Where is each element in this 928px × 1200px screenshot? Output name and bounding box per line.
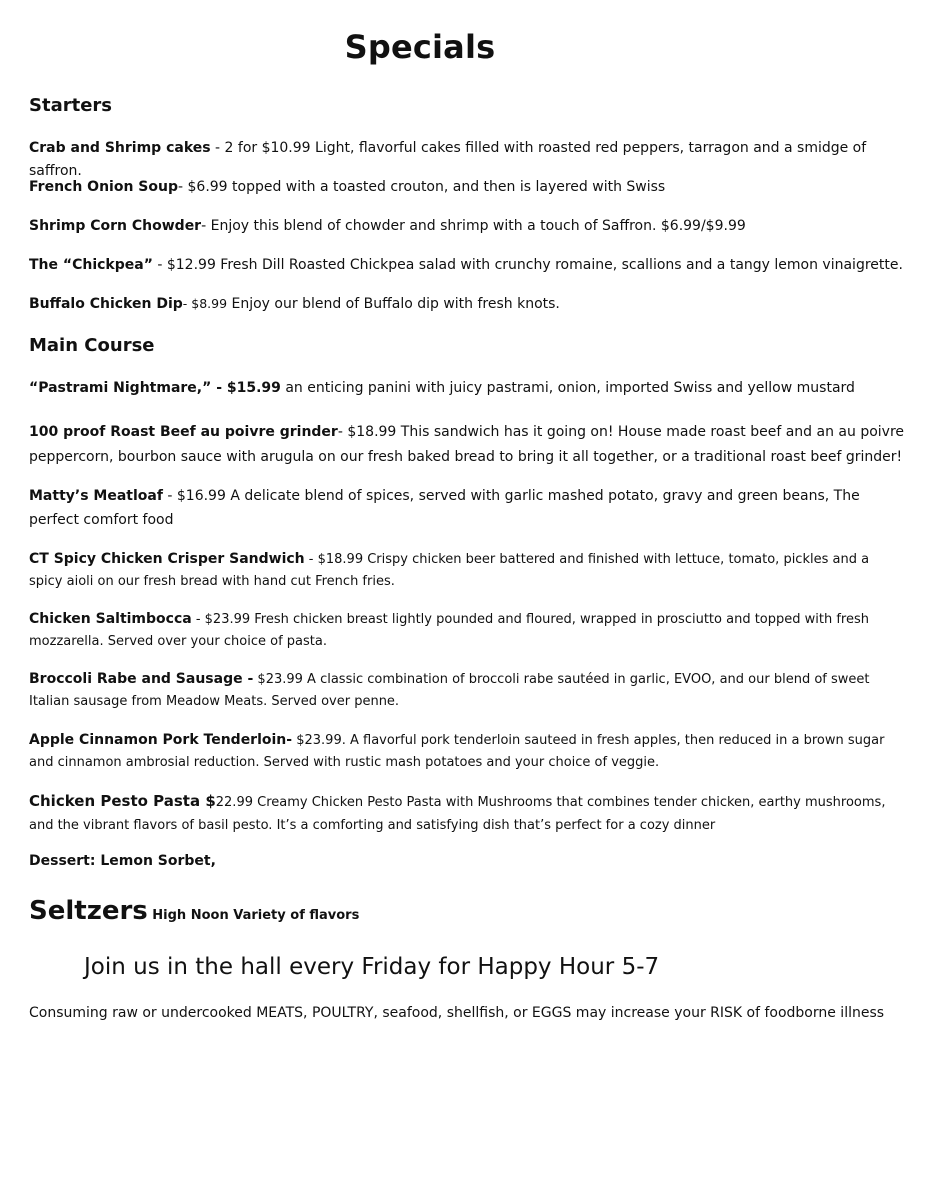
main-item xyxy=(29,608,904,653)
starter-item xyxy=(29,176,904,199)
item-name: Crab and Shrimp cakes xyxy=(29,140,211,156)
item-description: - $16.99 A delicate blend of spices, served with garlic mashed potato, gravy and green beans, The perfect comfort food xyxy=(29,488,860,528)
main-item xyxy=(29,484,904,532)
item-name: Apple Cinnamon Pork Tenderloin- xyxy=(29,732,293,748)
main-item xyxy=(29,729,904,774)
item-name: 100 proof Roast Beef au poivre grinder xyxy=(29,424,338,440)
item-description: - $23.99 Fresh chicken breast lightly pounded and floured, wrapped in prosciutto and topped with fresh mozzarella. Served over your choice of pasta. xyxy=(29,612,869,649)
item-description: - $18.99 Crispy chicken beer battered and finished with lettuce, tomato, pickles and a spicy aioli on our fresh bread with hand cut French fries. xyxy=(29,552,870,589)
food-safety-disclaimer: Consuming raw or undercooked MEATS, POULTRY, seafood, shellfish, or EGGS may increase your RISK of foodborne illness xyxy=(29,1005,885,1021)
starter-item xyxy=(29,254,904,277)
starter-item xyxy=(29,292,904,316)
item-name: CT Spicy Chicken Crisper Sandwich xyxy=(29,551,305,567)
item-name: The “Chickpea” xyxy=(29,257,153,273)
item-name: Buffalo Chicken Dip xyxy=(29,296,183,312)
seltzers-detail: High Noon Variety of flavors xyxy=(147,908,360,923)
item-name: Chicken Saltimbocca xyxy=(29,611,192,627)
item-name: Chicken Pesto Pasta $ xyxy=(29,792,216,810)
page-title: Specials xyxy=(344,28,496,66)
starter-item xyxy=(29,215,904,238)
item-description: - $12.99 Fresh Dill Roasted Chickpea salad with crunchy romaine, scallions and a tangy lemon vinaigrette. xyxy=(152,257,903,273)
seltzers-line xyxy=(29,896,359,926)
item-description: - Enjoy this blend of chowder and shrimp with a touch of Saffron. $6.99/$9.99 xyxy=(201,218,746,234)
main-item xyxy=(29,548,904,593)
item-description: - $18.99 This sandwich has it going on! House made roast beef and an au poivre peppercorn, bourbon sauce with arugula on our fresh baked bread to bring it all together, or a traditional roast beef grinder! xyxy=(29,424,905,465)
item-description: - 2 for $10.99 Light, flavorful cakes filled with roasted red peppers, tarragon and a smidge of saffron. xyxy=(29,140,867,179)
item-name: Broccoli Rabe and Sausage - xyxy=(29,671,254,687)
main-item xyxy=(29,790,904,837)
item-name: Shrimp Corn Chowder xyxy=(29,218,202,234)
item-price: - $8.99 xyxy=(182,296,228,311)
item-description: $23.99. A flavorful pork tenderloin sauteed in fresh apples, then reduced in a brown sugar and cinnamon ambrosial reduction. Served with rustic mash potatoes and your choice of veggie. xyxy=(29,733,885,770)
item-name: Matty’s Meatloaf xyxy=(29,488,163,504)
item-description: an enticing panini with juicy pastrami, onion, imported Swiss and yellow mustard xyxy=(280,380,855,396)
item-description: 22.99 Creamy Chicken Pesto Pasta with Mushrooms that combines tender chicken, earthy mushrooms, and the vibrant flavors of basil pesto. It’s a comforting and satisfying dish that’s perfect for a cozy dinner xyxy=(29,795,886,833)
item-name: French Onion Soup xyxy=(29,179,178,195)
starters-heading: Starters xyxy=(29,95,112,116)
item-description: Enjoy our blend of Buffalo dip with fresh knots. xyxy=(227,296,560,312)
item-name: “Pastrami Nightmare,” - $15.99 xyxy=(29,380,281,396)
dessert-line: Dessert: Lemon Sorbet, xyxy=(29,853,216,869)
item-description: $23.99 A classic combination of broccoli rabe sautéed in garlic, EVOO, and our blend of sweet Italian sausage from Meadow Meats. Served over penne. xyxy=(29,672,870,709)
main-item xyxy=(29,377,904,400)
happy-hour-notice: Join us in the hall every Friday for Happy Hour 5-7 xyxy=(84,954,660,980)
main-item xyxy=(29,420,904,470)
main-item xyxy=(29,668,904,713)
main-course-heading: Main Course xyxy=(29,335,155,356)
item-description: - $6.99 topped with a toasted crouton, and then is layered with Swiss xyxy=(178,179,666,195)
seltzers-label: Seltzers xyxy=(29,896,148,926)
